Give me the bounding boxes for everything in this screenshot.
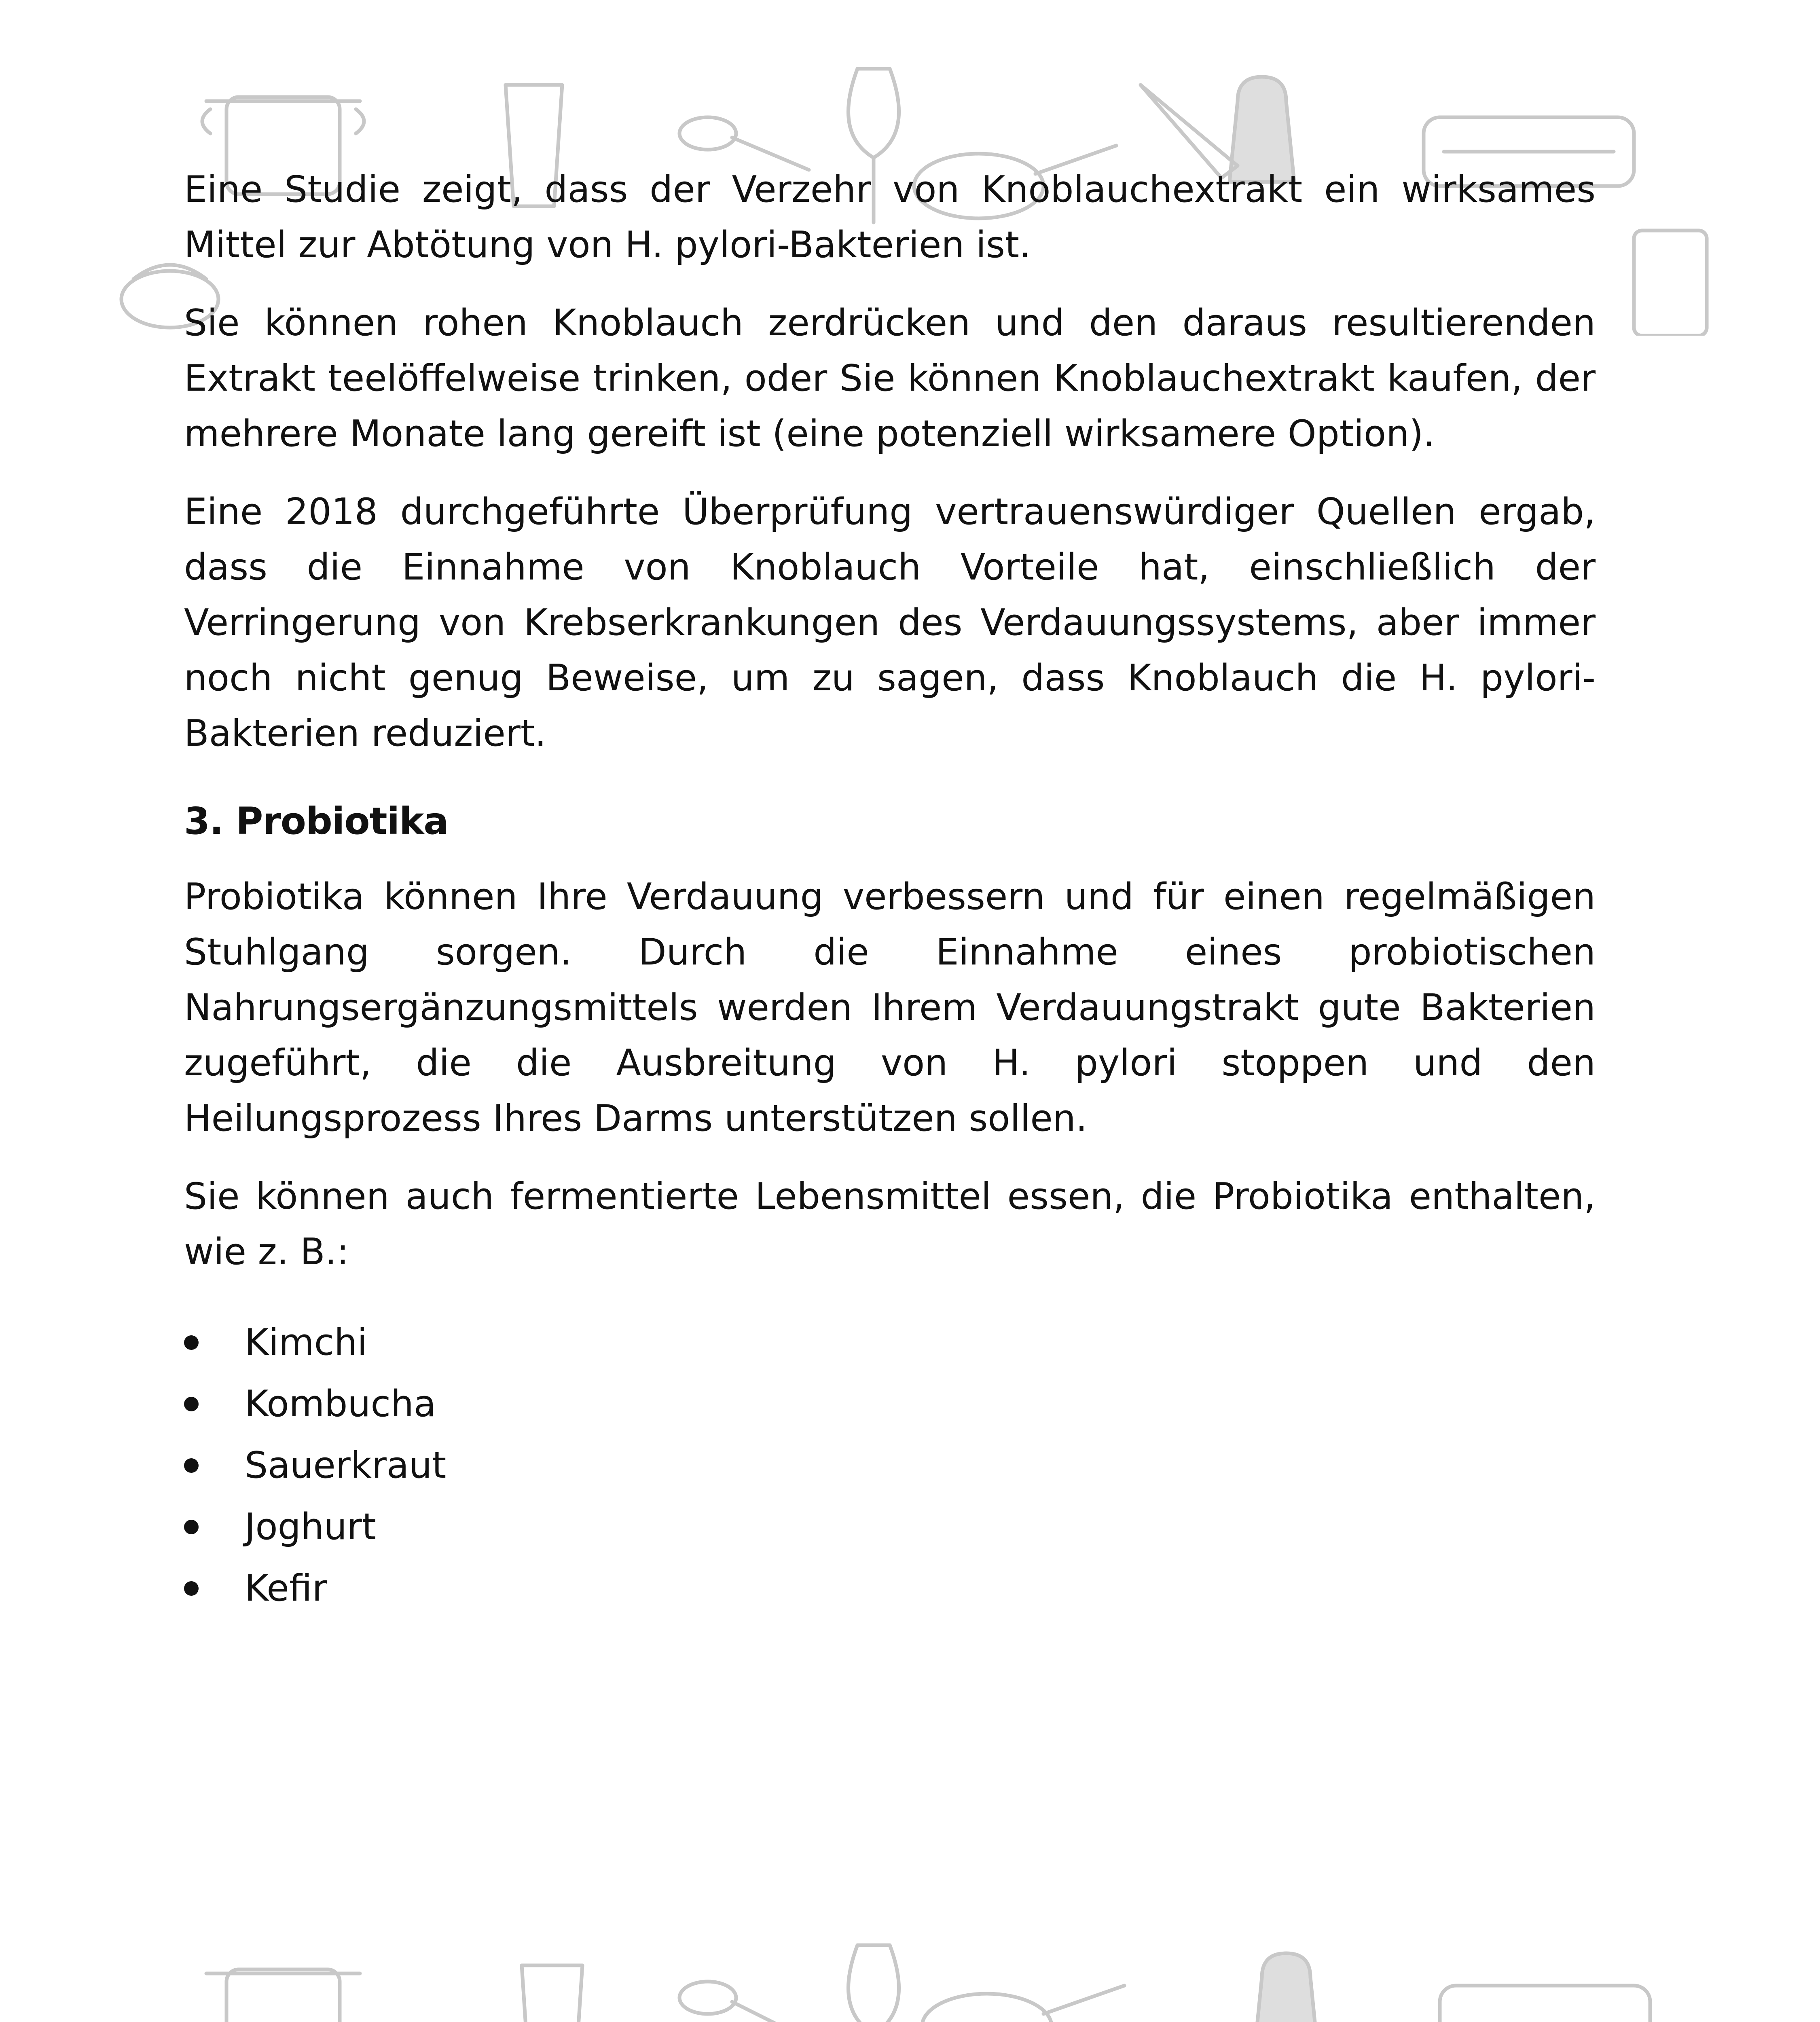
paragraph: Probiotika können Ihre Verdauung verbessern und für einen regelmäßigen Stuhlgang sorgen. Durch die Einnahme eines probiotischen Nahrungsergänzungsmittels werden Ihrem Verdauungstrakt gute Bakterien zugeführt, die die Ausbreitung von H. pylori stoppen und den Heilungsprozess Ihres Darms unterstützen sollen. [184,876,1596,1140]
list-item-label: Kefir [245,1567,327,1610]
bullet-icon [184,1520,199,1534]
list-item-label: Sauerkraut [245,1444,447,1487]
page-content [184,162,1596,1619]
list-item [184,1496,1596,1558]
whisk-icon [849,1945,899,2022]
frying-pan-icon [922,1986,1124,2022]
list-item-label: Joghurt [245,1506,377,1548]
cake-ring-icon [1440,1986,1650,2022]
list-item-label: Kimchi [245,1321,368,1364]
kettle-icon [1254,1953,1318,2022]
bullet-icon [184,1581,199,1596]
bullet-icon [184,1397,199,1411]
bullet-icon [184,1335,199,1350]
paragraph: Eine Studie zeigt, dass der Verzehr von Knoblauchextrakt ein wirksames Mittel zur Abtötung von H. pylori-Bakterien ist. [184,168,1596,266]
kitchen-illustration-bottom [0,1933,1820,2022]
glass-icon [522,1965,582,2022]
grater-icon [1634,231,1707,336]
paragraph: Eine 2018 durchgeführte Überprüfung vertrauenswürdiger Quellen ergab, dass die Einnahme von Knoblauch Vorteile hat, einschließlich der Verringerung von Krebserkrankungen des Verdauungssystems, aber immer noch nicht genug Beweise, um zu sagen, dass Knoblauch die H. pylori-Bakterien reduziert. [184,491,1596,755]
paragraph: Sie können rohen Knoblauch zerdrücken und den daraus resultierenden Extrakt teelöffelweise trinken, oder Sie können Knoblauchextrakt kaufen, der mehrere Monate lang gereift ist (eine potenziell wirksamere Option). [184,302,1596,455]
list-item-label: Kombucha [245,1383,436,1425]
cooking-pot-icon [206,1969,360,2022]
paragraph: Sie können auch fermentierte Lebensmittel essen, die Probiotika enthalten, wie z. B.: [184,1175,1596,1273]
food-list [184,1312,1596,1619]
section-heading: 3. Probiotika [184,799,449,843]
list-item [184,1312,1596,1373]
spoon-icon [679,1982,805,2022]
list-item [184,1435,1596,1496]
list-item [184,1558,1596,1619]
list-item [184,1373,1596,1435]
bullet-icon [184,1458,199,1473]
